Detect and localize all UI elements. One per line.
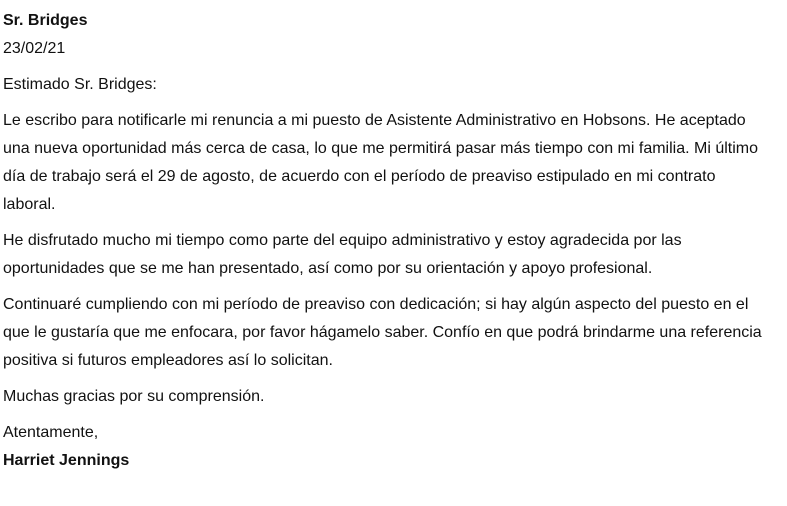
letter-date: 23/02/21	[3, 40, 66, 57]
paragraph-line: una nueva oportunidad más cerca de casa, lo que me permitirá pasar más tiempo con mi familia. Mi último	[3, 140, 759, 157]
recipient-name: Sr. Bridges	[3, 12, 88, 29]
paragraph-line: Le escribo para notificarle mi renuncia a mi puesto de Asistente Administrativo en Hobsons. He aceptado	[3, 112, 746, 129]
paragraph-line: día de trabajo será el 29 de agosto, de acuerdo con el período de preaviso estipulado en mi contrato	[3, 168, 716, 185]
paragraph-gratitude	[3, 227, 783, 283]
paragraph-line: Continuaré cumpliendo con mi período de preaviso con dedicación; si hay algún aspecto del puesto en el	[3, 296, 749, 313]
paragraph-line: oportunidades que se me han presentado, así como por su orientación y apoyo profesional.	[3, 260, 653, 277]
greeting: Estimado Sr. Bridges:	[3, 76, 157, 93]
paragraph-thanks	[3, 383, 783, 411]
paragraph-line: positiva si futuros empleadores así lo solicitan.	[3, 352, 333, 369]
paragraph-line: Muchas gracias por su comprensión.	[3, 388, 265, 405]
paragraph-line: laboral.	[3, 196, 56, 213]
paragraph-line: que le gustaría que me enfocara, por favor hágamelo saber. Confío en que podrá brindarme una referencia	[3, 324, 762, 341]
closing: Atentamente,	[3, 424, 99, 441]
paragraph-notice	[3, 291, 783, 375]
paragraph-resignation	[3, 107, 783, 219]
signature-name: Harriet Jennings	[3, 452, 130, 469]
paragraph-line: He disfrutado mucho mi tiempo como parte del equipo administrativo y estoy agradecida por las	[3, 232, 682, 249]
